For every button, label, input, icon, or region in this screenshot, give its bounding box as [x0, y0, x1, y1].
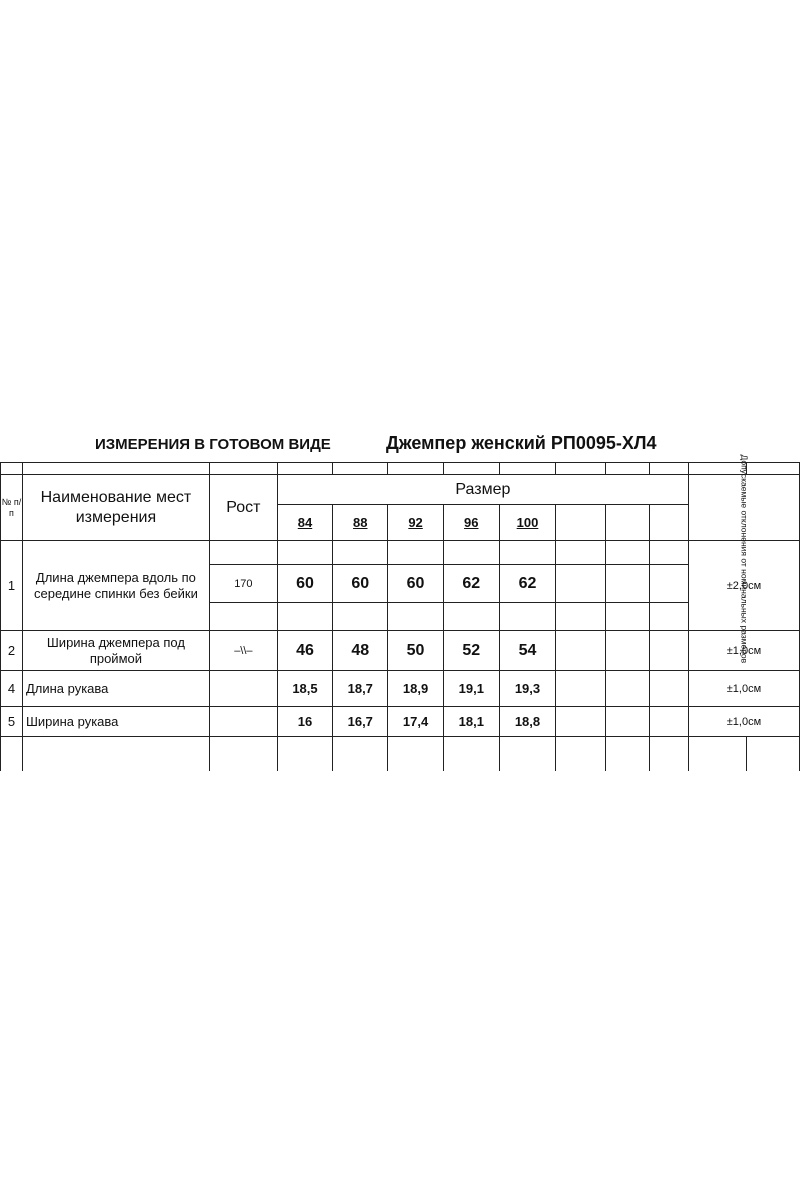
row-4-value-100: 19,3 — [499, 671, 555, 707]
row-4-value-84: 18,5 — [277, 671, 332, 707]
row-4-height — [209, 671, 277, 707]
row-2-tolerance: ±1,0см — [688, 631, 799, 671]
title-measurements: ИЗМЕРЕНИЯ В ГОТОВОМ ВИДЕ — [95, 436, 331, 453]
row-5-value-100: 18,8 — [499, 707, 555, 737]
header-row — [1, 475, 800, 505]
table-row — [1, 631, 800, 671]
row-5-height — [209, 707, 277, 737]
row-1-value-88: 60 — [333, 565, 388, 603]
row-2-value-88: 48 — [333, 631, 388, 671]
sheet-title — [0, 430, 800, 462]
row-4-value-88: 18,7 — [333, 671, 388, 707]
row-4-name: Длина рукава — [22, 671, 209, 707]
measurement-table — [0, 454, 800, 771]
row-2-value-100: 54 — [499, 631, 555, 671]
row-1-value-96: 62 — [443, 565, 499, 603]
size-96: 96 — [443, 505, 499, 541]
col-name-header: Наименование мест измерения — [22, 475, 209, 541]
row-4-no: 4 — [1, 671, 23, 707]
row-1-name: Длина джемпера вдоль по середине спинки без бейки — [22, 541, 209, 631]
row-1-tolerance: ±2,0см — [688, 541, 799, 631]
row-5-value-84: 16 — [277, 707, 332, 737]
size-92: 92 — [388, 505, 443, 541]
row-1-value-100: 62 — [499, 565, 555, 603]
row-1-value-84: 60 — [277, 565, 332, 603]
row-2-value-92: 50 — [388, 631, 443, 671]
row-1-value-92: 60 — [388, 565, 443, 603]
row-5-tolerance: ±1,0см — [688, 707, 799, 737]
row-1-no: 1 — [1, 541, 23, 631]
row-2-value-96: 52 — [443, 631, 499, 671]
col-no-header: № п/п — [1, 475, 23, 541]
row-5-value-96: 18,1 — [443, 707, 499, 737]
row-5-value-88: 16,7 — [333, 707, 388, 737]
size-84: 84 — [277, 505, 332, 541]
row-5-no: 5 — [1, 707, 23, 737]
row-1-height: 170 — [209, 565, 277, 603]
row-2-no: 2 — [1, 631, 23, 671]
col-height-header: Рост — [209, 475, 277, 541]
size-100: 100 — [499, 505, 555, 541]
table-row — [1, 707, 800, 737]
row-4-value-96: 19,1 — [443, 671, 499, 707]
measurement-sheet — [0, 430, 800, 770]
row-2-name: Ширина джемпера под проймой — [22, 631, 209, 671]
title-product: Джемпер женский РП0095-ХЛ4 — [386, 433, 657, 453]
row-5-name: Ширина рукава — [22, 707, 209, 737]
table-row — [1, 671, 800, 707]
row-4-value-92: 18,9 — [388, 671, 443, 707]
col-size-header: Размер — [277, 475, 688, 505]
row-2-value-84: 46 — [277, 631, 332, 671]
row-5-value-92: 17,4 — [388, 707, 443, 737]
size-88: 88 — [333, 505, 388, 541]
tolerance-header-text: Допускаемые отклонения от номинальных размеров — [739, 454, 750, 664]
row-4-tolerance: ±1,0см — [688, 671, 799, 707]
row-2-height: –\\– — [209, 631, 277, 671]
